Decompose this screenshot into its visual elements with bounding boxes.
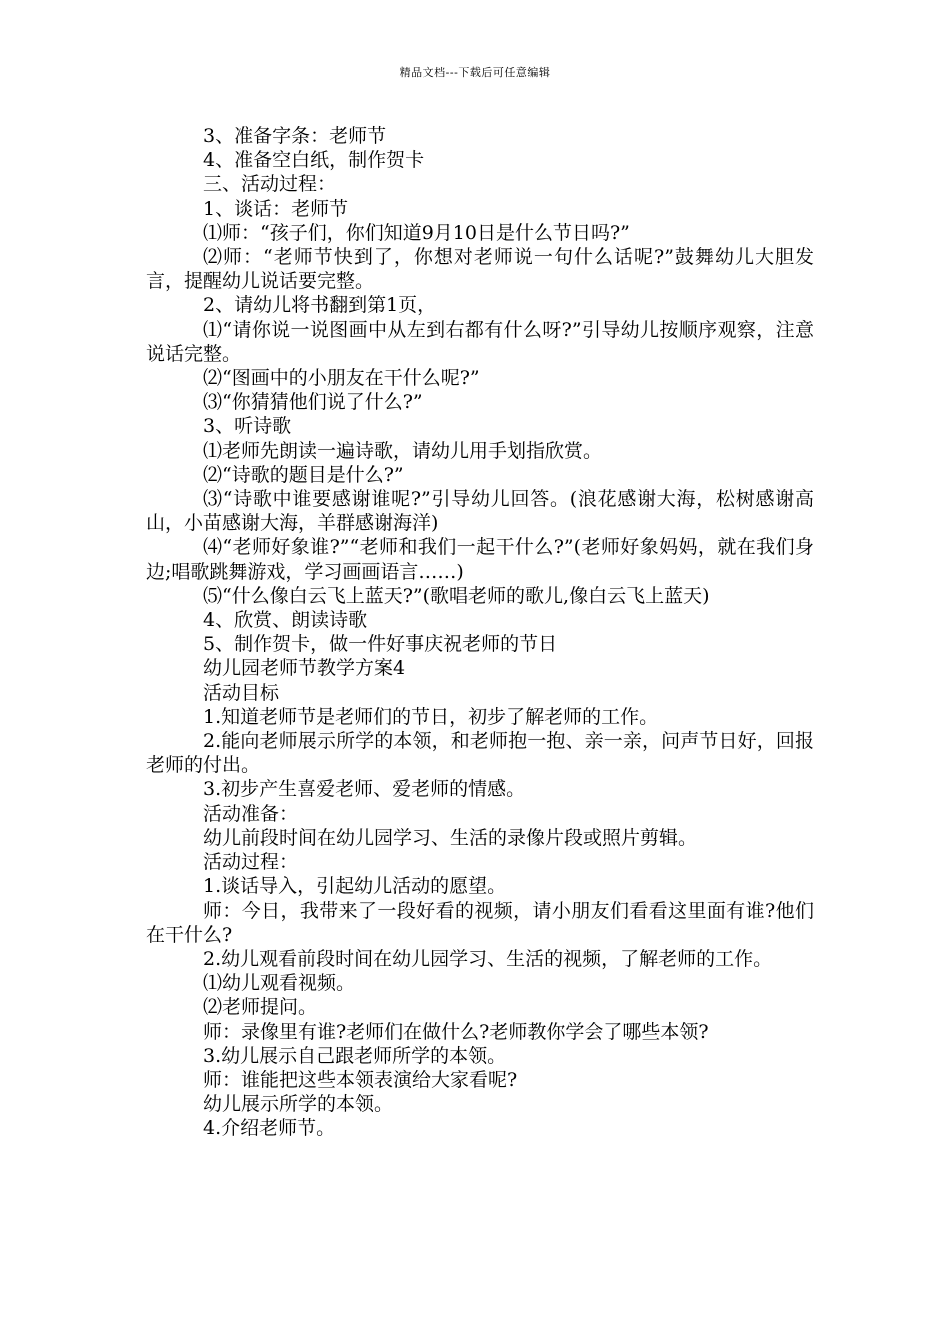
paragraph: 2、请幼儿将书翻到第1页， xyxy=(203,294,437,317)
paragraph: 3.初步产生喜爱老师、爱老师的情感。 xyxy=(203,778,526,801)
paragraph: 活动过程： xyxy=(203,851,299,874)
paragraph: 2.能向老师展示所学的本领，和老师抱一抱、亲一亲，问声节日好，回报老师的付出。 xyxy=(146,730,814,777)
paragraph: 3、准备字条：老师节 xyxy=(203,125,387,147)
paragraph: 4.介绍老师节。 xyxy=(203,1117,336,1140)
paragraph: 幼儿前段时间在幼儿园学习、生活的录像片段或照片剪辑。 xyxy=(203,826,698,849)
paragraph: 4、准备空白纸，制作贺卡 xyxy=(203,149,425,172)
paragraph: ⑶“诗歌中谁要感谢谁呢?”引导幼儿回答。(浪花感谢大海，松树感谢高山，小苗感谢大海，羊群感谢海洋) xyxy=(146,488,814,535)
document-body xyxy=(146,124,814,1141)
paragraph: 3.幼儿展示自己跟老师所学的本领。 xyxy=(203,1044,507,1067)
page-header: 精品文档---下载后可任意编辑 xyxy=(399,66,551,79)
paragraph: ⑴“请你说一说图画中从左到右都有什么呀?”引导幼儿按顺序观察，注意说话完整。 xyxy=(146,318,814,365)
paragraph: 1.谈话导入，引起幼儿活动的愿望。 xyxy=(203,875,507,898)
paragraph: 幼儿展示所学的本领。 xyxy=(203,1093,394,1116)
paragraph: ⑵“诗歌的题目是什么?” xyxy=(203,463,404,486)
paragraph: ⑷“老师好象谁?”“老师和我们一起干什么?”(老师好象妈妈，就在我们身边;唱歌跳舞游戏，学习画画语言……) xyxy=(146,536,814,583)
paragraph: 3、听诗歌 xyxy=(203,415,292,438)
paragraph: 三、活动过程： xyxy=(203,173,337,196)
section-title: 幼儿园老师节教学方案4 xyxy=(203,657,406,680)
paragraph: ⑸“什么像白云飞上蓝天?”(歌唱老师的歌儿,像白云飞上蓝天) xyxy=(203,584,710,607)
paragraph: ⑴师：“孩子们，你们知道9月10日是什么节日吗?” xyxy=(203,221,630,244)
paragraph: ⑴老师先朗读一遍诗歌，请幼儿用手划指欣赏。 xyxy=(203,439,603,462)
paragraph: 师：录像里有谁?老师们在做什么?老师教你学会了哪些本领? xyxy=(203,1020,709,1043)
paragraph: 师：谁能把这些本领表演给大家看呢? xyxy=(203,1068,518,1091)
paragraph: 活动准备： xyxy=(203,802,299,825)
paragraph: ⑴幼儿观看视频。 xyxy=(203,972,356,995)
paragraph: 1.知道老师节是老师们的节日，初步了解老师的工作。 xyxy=(203,705,659,728)
paragraph: 4、欣赏、朗读诗歌 xyxy=(203,609,368,632)
paragraph: ⑵师：“老师节快到了，你想对老师说一句什么话呢?”鼓舞幼儿大胆发言，提醒幼儿说话要完整。 xyxy=(146,246,814,293)
paragraph: ⑵“图画中的小朋友在干什么呢?” xyxy=(203,367,480,390)
paragraph: 2.幼儿观看前段时间在幼儿园学习、生活的视频，了解老师的工作。 xyxy=(203,947,773,970)
paragraph: 5、制作贺卡，做一件好事庆祝老师的节日 xyxy=(203,633,558,656)
paragraph: ⑵老师提问。 xyxy=(203,996,318,1019)
paragraph: 1、谈话：老师节 xyxy=(203,197,349,220)
paragraph: 活动目标 xyxy=(203,681,280,704)
paragraph: 师：今日，我带来了一段好看的视频，请小朋友们看看这里面有谁?他们在干什么? xyxy=(146,899,814,946)
paragraph: ⑶“你猜猜他们说了什么?” xyxy=(203,391,423,414)
